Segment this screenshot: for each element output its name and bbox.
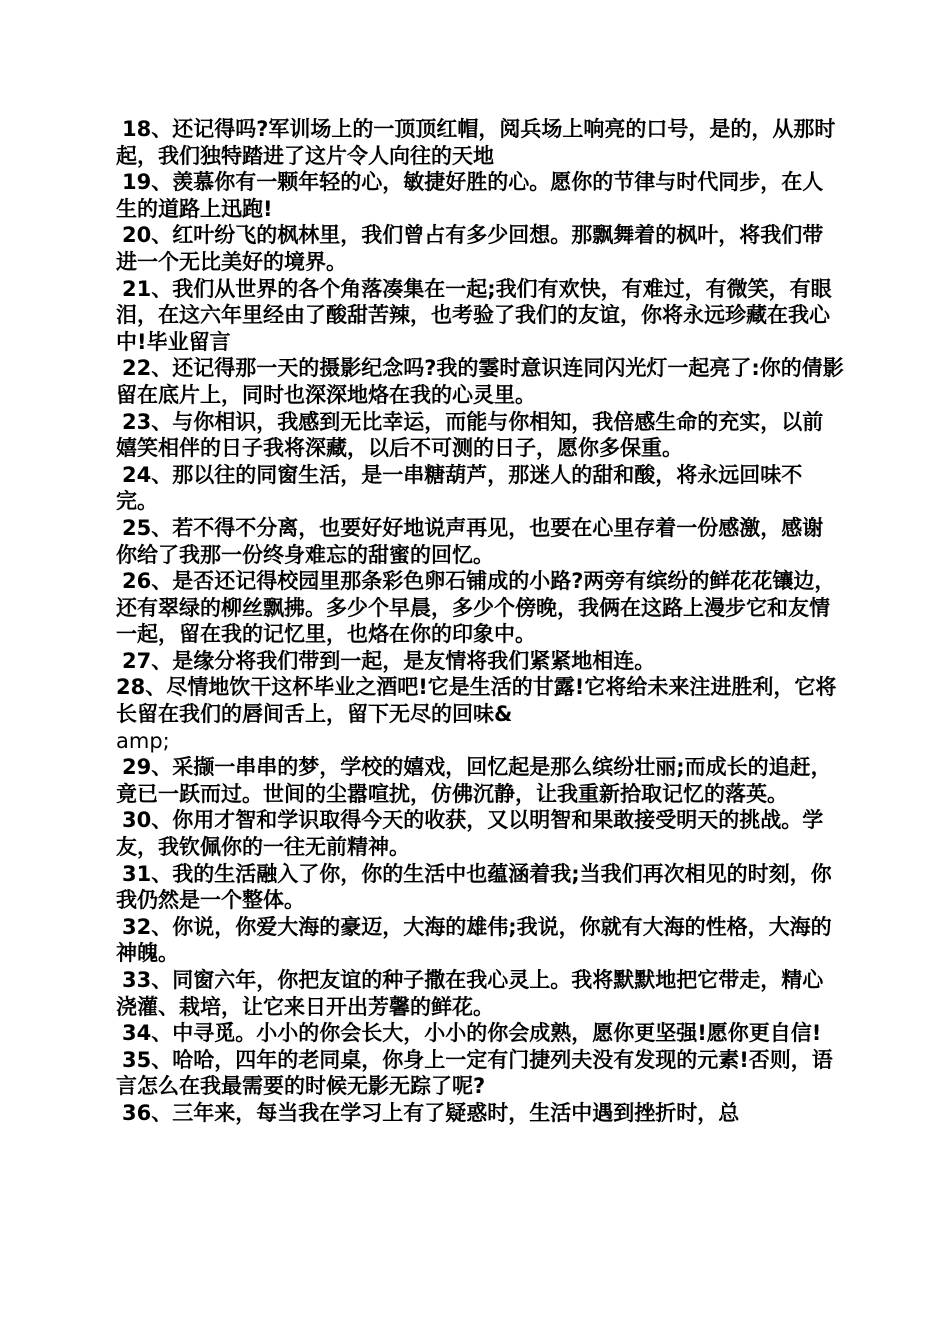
paragraph-26: 26、是否还记得校园里那条彩色卵石铺成的小路?两旁有缤纷的鲜花花镶边，还有翠绿的柳丝飘拂。多少个早晨，多少个傍晚，我俩在这路上漫步它和友情一起，留在我的记忆里，也烙在你的印象中。 — [116, 569, 836, 647]
paragraph-30: 30、你用才智和学识取得今天的收获，又以明智和果敢接受明天的挑战。学友，我钦佩你的一往无前精神。 — [116, 808, 824, 860]
document-body — [116, 116, 844, 1127]
paragraph-31: 31、我的生活融入了你，你的生活中也蕴涵着我;当我们再次相见的时刻，你我仍然是一个整体。 — [116, 861, 832, 913]
paragraph-35: 35、哈哈，四年的老同桌，你身上一定有门捷列夫没有发现的元素!否则，语言怎么在我最需要的时候无影无踪了呢? — [116, 1047, 833, 1099]
paragraph-21: 21、我们从世界的各个角落凑集在一起;我们有欢快，有难过，有微笑，有眼泪，在这六年里经由了酸甜苦辣，也考验了我们的友谊，你将永远珍藏在我心中!毕业留言 — [116, 276, 832, 354]
paragraph-36: 36、三年来，每当我在学习上有了疑惑时，生活中遇到挫折时，总 — [122, 1100, 740, 1125]
paragraph-22: 22、还记得那一天的摄影纪念吗?我的霎时意识连同闪光灯一起亮了:你的倩影留在底片上，同时也深深地烙在我的心灵里。 — [116, 356, 844, 407]
paragraph-28: 28、尽情地饮干这杯毕业之酒吧!它是生活的甘露!它将给未来注进胜利，它将长留在我们的唇间舌上，留下无尽的回味& — [116, 675, 837, 727]
paragraph-24: 24、那以往的同窗生活，是一串糖葫芦，那迷人的甜和酸，将永远回味不完。 — [116, 462, 803, 514]
paragraph-29: 29、采撷一串串的梦，学校的嬉戏，回忆起是那么缤纷壮丽;而成长的追赶，竟已一跃而过。世间的尘嚣喧扰，仿佛沉静，让我重新拾取记忆的落英。 — [116, 755, 832, 806]
paragraph-23: 23、与你相识，我感到无比幸运，而能与你相知，我倍感生命的充实，以前嬉笑相伴的日子我将深藏，以后不可测的日子，愿你多保重。 — [116, 409, 824, 461]
paragraph-25: 25、若不得不分离，也要好好地说声再见，也要在心里存着一份感激，感谢你给了我那一份终身难忘的甜蜜的回忆。 — [116, 515, 824, 567]
paragraph-20: 20、红叶纷飞的枫林里，我们曾占有多少回想。那飘舞着的枫叶，将我们带进一个无比美好的境界。 — [116, 223, 824, 274]
paragraph-28-continuation: amp; — [116, 728, 170, 753]
paragraph-18: 18、还记得吗?军训场上的一顶顶红帽，阅兵场上响亮的口号，是的，从那时起，我们独特踏进了这片令人向往的天地 — [116, 117, 836, 168]
paragraph-19: 19、羡慕你有一颗年轻的心，敏捷好胜的心。愿你的节律与时代同步，在人生的道路上迅跑! — [116, 170, 824, 221]
paragraph-27: 27、是缘分将我们带到一起，是友情将我们紧紧地相连。 — [122, 648, 656, 673]
paragraph-32: 32、你说，你爱大海的豪迈，大海的雄伟;我说，你就有大海的性格，大海的神魄。 — [116, 914, 832, 966]
paragraph-33: 33、同窗六年，你把友谊的种子撒在我心灵上。我将默默地把它带走，精心浇灌、栽培，让它来日开出芳馨的鲜花。 — [116, 968, 824, 1019]
paragraph-34: 34、中寻觅。小小的你会长大，小小的你会成熟，愿你更坚强!愿你更自信! — [122, 1021, 822, 1046]
